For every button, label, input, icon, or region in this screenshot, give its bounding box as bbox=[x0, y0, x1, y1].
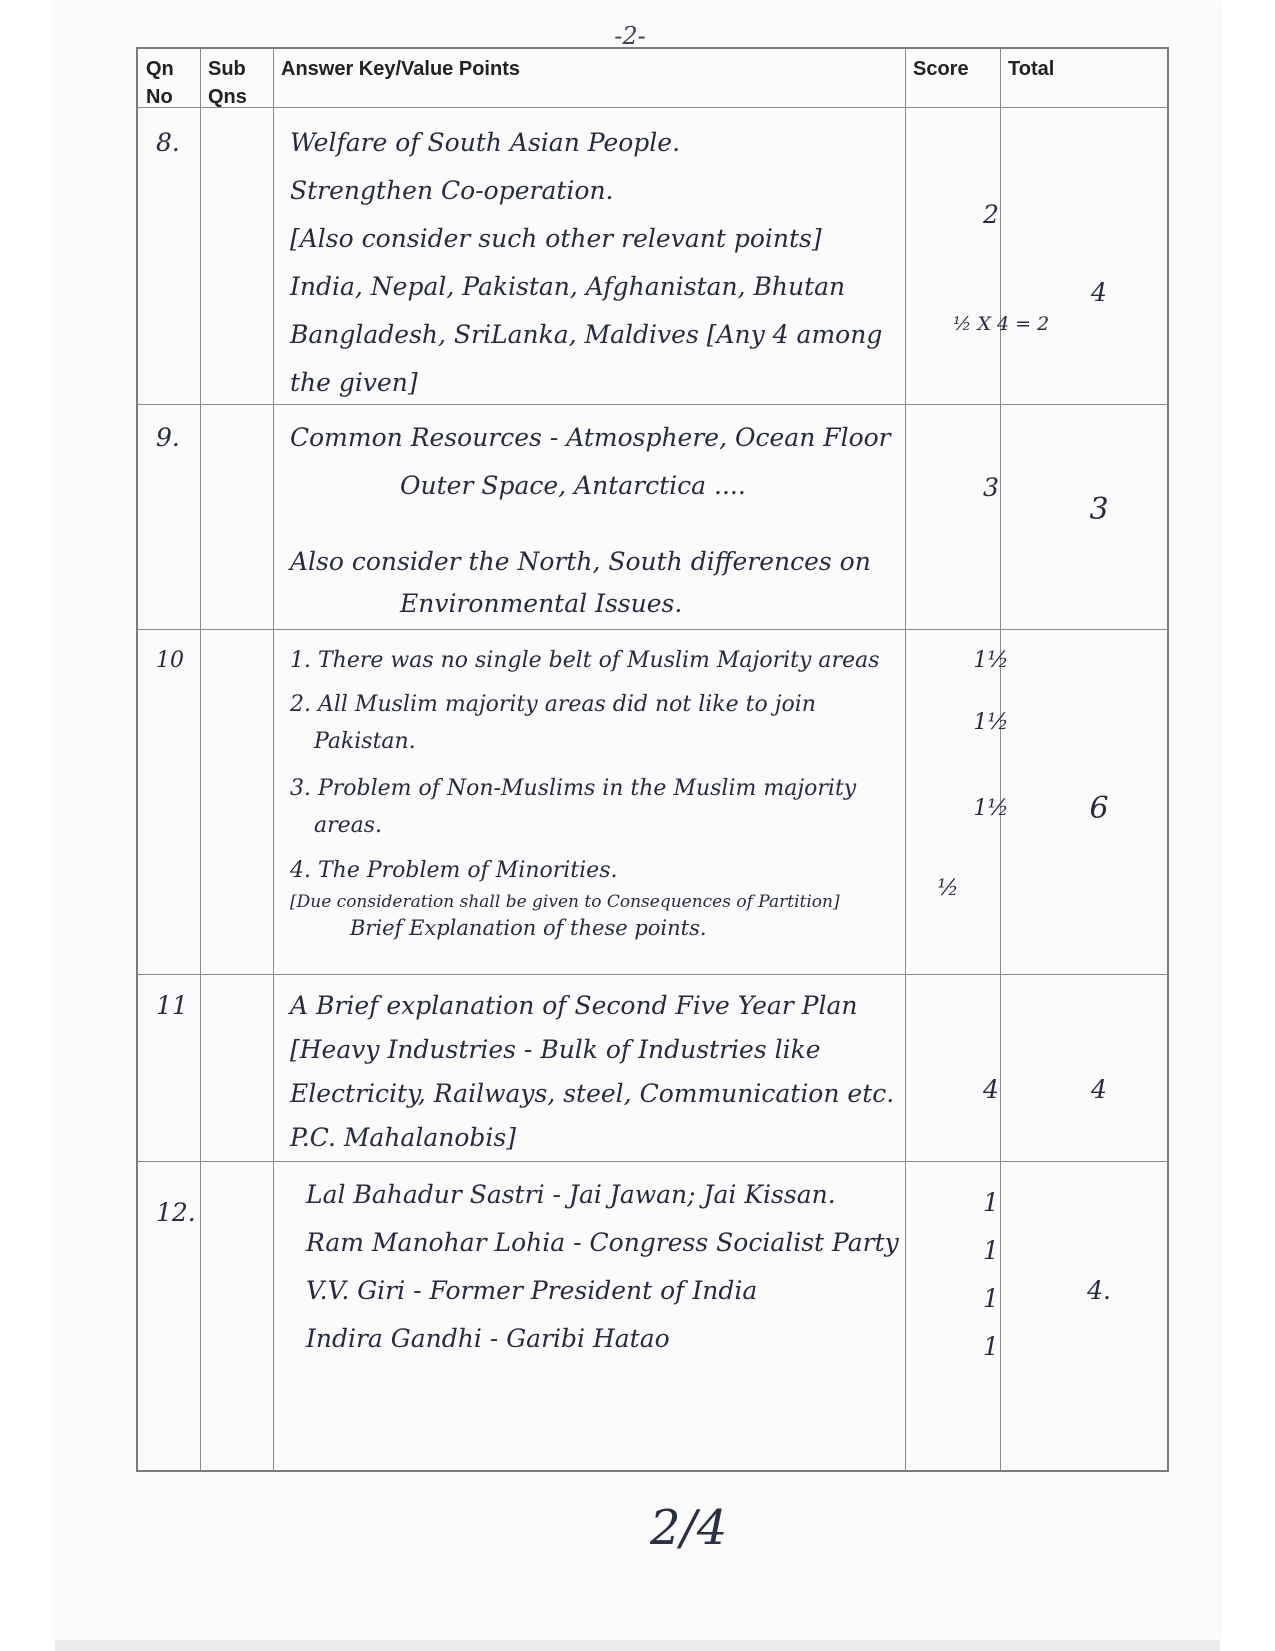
answer-line: India, Nepal, Pakistan, Afghanistan, Bhutan bbox=[290, 272, 846, 301]
header-answer-key: Answer Key/Value Points bbox=[281, 58, 520, 80]
score-value: 1 bbox=[983, 1236, 999, 1265]
answer-line: V.V. Giri - Former President of India bbox=[306, 1276, 758, 1305]
answer-line: Pakistan. bbox=[314, 729, 416, 754]
answer-line: Electricity, Railways, steel, Communication etc. bbox=[290, 1079, 895, 1108]
total-value: 3 bbox=[1089, 492, 1109, 527]
page-footer-mark: 2/4 bbox=[650, 1500, 728, 1556]
score-value: 1 bbox=[983, 1332, 999, 1361]
answer-line: Bangladesh, SriLanka, Maldives [Any 4 among bbox=[290, 320, 883, 349]
answer-line: [Also consider such other relevant points] bbox=[290, 224, 822, 253]
answer-line: Environmental Issues. bbox=[400, 589, 683, 618]
row-divider bbox=[138, 974, 1167, 975]
scan-edge bbox=[55, 1640, 1220, 1651]
answer-line: the given] bbox=[290, 368, 418, 397]
answer-line: [Due consideration shall be given to Consequences of Partition] bbox=[290, 892, 840, 912]
question-number: 11 bbox=[156, 991, 188, 1020]
header-sub-qns: Sub Qns bbox=[208, 58, 247, 108]
score-value: 2 bbox=[983, 200, 999, 229]
answer-line: Indira Gandhi - Garibi Hatao bbox=[306, 1324, 670, 1353]
question-number: 12. bbox=[156, 1198, 196, 1227]
answer-line: 3. Problem of Non-Muslims in the Muslim majority bbox=[290, 776, 857, 801]
answer-line: Welfare of South Asian People. bbox=[290, 128, 681, 157]
answer-points bbox=[290, 984, 945, 1160]
column-divider bbox=[200, 49, 201, 1470]
header-total: Total bbox=[1008, 58, 1055, 80]
answer-points bbox=[306, 1171, 945, 1363]
answer-key-table bbox=[136, 47, 1169, 1472]
header-score: Score bbox=[913, 58, 969, 80]
score-value: 4 bbox=[983, 1075, 999, 1104]
total-value: 4. bbox=[1087, 1276, 1111, 1305]
score-value: ½ X 4 = 2 bbox=[953, 313, 1050, 335]
header-divider bbox=[138, 107, 1167, 108]
answer-points bbox=[290, 414, 945, 622]
answer-points bbox=[290, 119, 945, 407]
answer-line: Outer Space, Antarctica .... bbox=[400, 471, 746, 500]
answer-line: Ram Manohar Lohia - Congress Socialist Party bbox=[306, 1228, 899, 1257]
answer-points bbox=[290, 637, 945, 941]
answer-line: Common Resources - Atmosphere, Ocean Floor bbox=[290, 423, 891, 452]
score-value: 1 bbox=[983, 1284, 999, 1313]
answer-line: Also consider the North, South differences on bbox=[290, 547, 871, 576]
total-value: 6 bbox=[1089, 791, 1109, 826]
answer-line: 1. There was no single belt of Muslim Majority areas bbox=[290, 648, 880, 673]
score-value: 1½ bbox=[973, 648, 1009, 673]
page-number-mark: -2- bbox=[614, 22, 646, 50]
answer-line: Strengthen Co-operation. bbox=[290, 176, 614, 205]
answer-line: areas. bbox=[314, 813, 383, 838]
answer-line: 2. All Muslim majority areas did not like to join bbox=[290, 692, 816, 717]
row-divider bbox=[138, 1161, 1167, 1162]
row-divider bbox=[138, 629, 1167, 630]
answer-line: 4. The Problem of Minorities. bbox=[290, 858, 618, 883]
score-value: 3 bbox=[983, 473, 999, 502]
score-value: 1 bbox=[983, 1188, 999, 1217]
answer-line: Brief Explanation of these points. bbox=[350, 916, 707, 940]
score-value: ½ bbox=[937, 876, 959, 901]
answer-line: Lal Bahadur Sastri - Jai Jawan; Jai Kissan. bbox=[306, 1180, 836, 1209]
answer-line: A Brief explanation of Second Five Year Plan bbox=[290, 991, 858, 1020]
total-value: 4 bbox=[1091, 1075, 1107, 1104]
question-number: 8. bbox=[156, 128, 180, 157]
score-value: 1½ bbox=[973, 796, 1009, 821]
total-value: 4 bbox=[1091, 278, 1107, 307]
question-number: 10 bbox=[156, 648, 184, 673]
column-divider bbox=[273, 49, 274, 1470]
question-number: 9. bbox=[156, 423, 180, 452]
score-value: 1½ bbox=[973, 710, 1009, 735]
answer-line: [Heavy Industries - Bulk of Industries like bbox=[290, 1035, 821, 1064]
header-qn-no: Qn No bbox=[146, 58, 174, 108]
answer-line: P.C. Mahalanobis] bbox=[290, 1123, 516, 1152]
